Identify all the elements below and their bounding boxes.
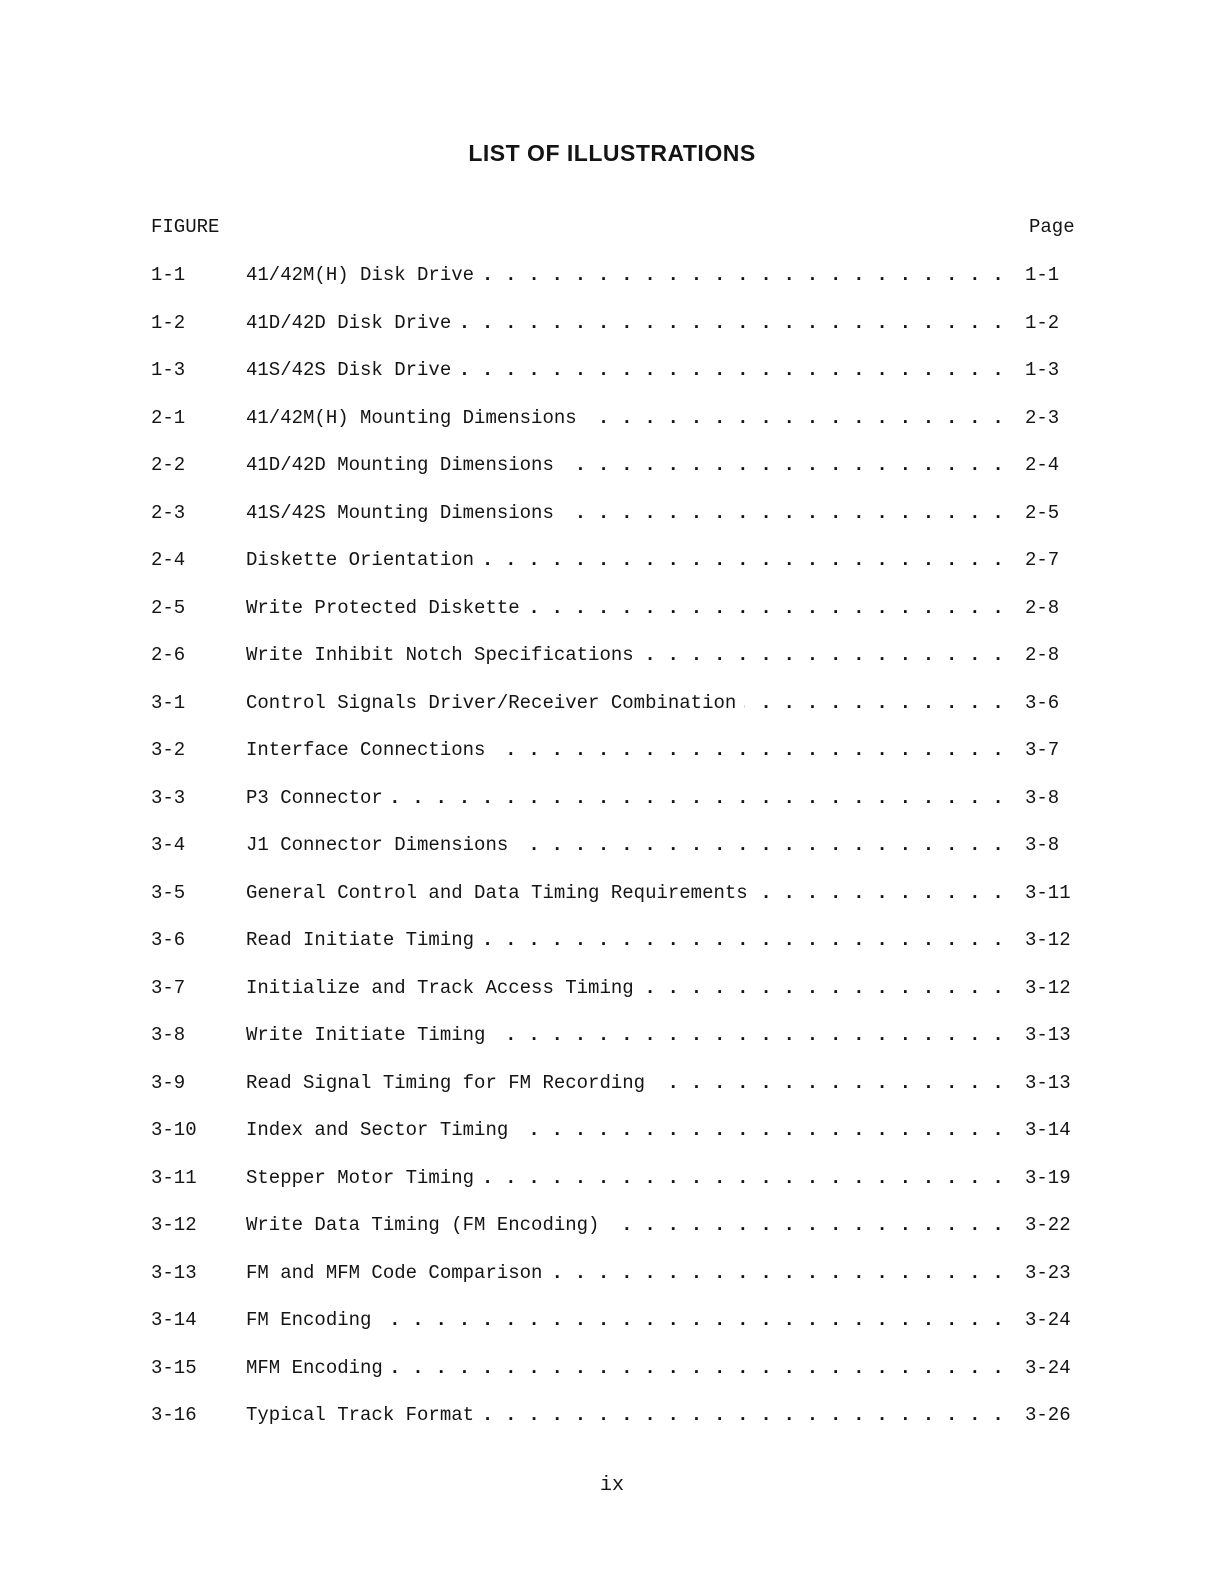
page-reference: 1-3: [1025, 359, 1060, 381]
figure-title: Stepper Motor Timing: [246, 1167, 482, 1189]
page-reference: 2-3: [1025, 406, 1060, 429]
page-reference: 2-8: [1025, 596, 1060, 619]
page-title: LIST OF ILLUSTRATIONS: [468, 140, 756, 166]
figure-title: Write Inhibit Notch Specifications: [246, 644, 642, 666]
list-item: [0, 965, 1224, 1013]
figure-title: Interface Connections: [246, 739, 493, 761]
figure-number: 3-10: [151, 1119, 197, 1141]
list-item: [0, 775, 1224, 823]
list-item: [0, 1202, 1224, 1250]
figure-title: Read Signal Timing for FM Recording: [246, 1072, 653, 1094]
page-number: ix: [599, 1474, 624, 1497]
list-item: [0, 395, 1224, 443]
figure-number: 2-4: [151, 549, 186, 571]
page-reference: 1-1: [1025, 264, 1060, 286]
figure-number: 3-16: [151, 1404, 197, 1426]
page-column-header: Page: [1029, 216, 1075, 238]
figure-title: Write Data Timing (FM Encoding): [246, 1214, 607, 1236]
figure-title: Read Initiate Timing: [246, 929, 482, 951]
page-reference: 3-11: [1025, 881, 1071, 904]
page-reference: 2-7: [1025, 549, 1060, 571]
list-item: [0, 680, 1224, 728]
page-reference: 3-8: [1025, 834, 1060, 856]
page-reference: 2-5: [1025, 501, 1060, 524]
page-reference: 3-14: [1025, 1119, 1071, 1141]
list-item: [0, 1250, 1224, 1298]
figure-number: 3-6: [151, 929, 186, 951]
list-item: [0, 1012, 1224, 1060]
figure-number: 3-15: [151, 1356, 197, 1379]
figure-number: 1-3: [151, 359, 186, 381]
list-item: [0, 1345, 1224, 1393]
list-item: [0, 632, 1224, 680]
page-reference: 1-2: [1025, 311, 1060, 334]
figure-number: 3-5: [151, 881, 186, 904]
page-reference: 3-8: [1025, 786, 1060, 809]
figure-title: 41S/42S Disk Drive: [246, 359, 459, 381]
figure-title: FM and MFM Code Comparison: [246, 1262, 550, 1284]
list-item: [0, 727, 1224, 775]
list-item: [0, 822, 1224, 870]
figure-number: 3-2: [151, 739, 186, 761]
page-reference: 3-26: [1025, 1404, 1071, 1426]
figure-number: 1-1: [151, 264, 186, 286]
page-reference: 2-8: [1025, 644, 1060, 666]
list-item: [0, 1392, 1224, 1440]
list-item: [0, 442, 1224, 490]
page-reference: 3-19: [1025, 1166, 1071, 1189]
figure-number: 2-1: [151, 406, 186, 429]
page-reference: 2-4: [1025, 454, 1060, 476]
figure-number: 3-4: [151, 834, 186, 856]
figure-number: 2-6: [151, 644, 186, 666]
figure-title: Write Initiate Timing: [246, 1024, 493, 1046]
page-reference: 3-13: [1025, 1071, 1071, 1094]
list-item: [0, 490, 1224, 538]
figure-title: Typical Track Format: [246, 1404, 482, 1426]
page-reference: 3-22: [1025, 1214, 1071, 1236]
figure-title: FM Encoding: [246, 1309, 379, 1331]
figure-number: 2-3: [151, 501, 186, 524]
page-reference: 3-12: [1025, 976, 1071, 999]
list-item: [0, 252, 1224, 300]
figure-title: Control Signals Driver/Receiver Combination: [246, 692, 744, 714]
list-item: [0, 1155, 1224, 1203]
list-item: [0, 917, 1224, 965]
figure-title: General Control and Data Timing Requirements: [246, 882, 756, 904]
figure-number: 3-1: [151, 691, 186, 714]
figure-number: 3-8: [151, 1024, 186, 1046]
list-item: [0, 300, 1224, 348]
list-item: [0, 347, 1224, 395]
figure-number: 3-7: [151, 976, 186, 999]
figure-title: MFM Encoding: [246, 1357, 391, 1379]
figure-title: P3 Connector: [246, 787, 391, 809]
figure-title: 41S/42S Mounting Dimensions: [246, 502, 562, 524]
figure-title: Initialize and Track Access Timing: [246, 977, 642, 999]
figure-number: 3-13: [151, 1261, 197, 1284]
list-item: [0, 870, 1224, 918]
list-item: [0, 537, 1224, 585]
figure-number: 3-12: [151, 1214, 197, 1236]
page-reference: 3-24: [1025, 1309, 1071, 1331]
figure-title: 41/42M(H) Mounting Dimensions: [246, 407, 585, 429]
list-item: [0, 1107, 1224, 1155]
figure-number: 2-5: [151, 596, 186, 619]
figure-number: 3-9: [151, 1071, 186, 1094]
figure-title: 41D/42D Disk Drive: [246, 312, 459, 334]
figure-number: 3-11: [151, 1166, 197, 1189]
figure-title: J1 Connector Dimensions: [246, 834, 516, 856]
page-reference: 3-24: [1025, 1356, 1071, 1379]
list-item: [0, 1297, 1224, 1345]
figure-title: Index and Sector Timing: [246, 1119, 516, 1141]
figure-title: Diskette Orientation: [246, 549, 482, 571]
page-reference: 3-13: [1025, 1024, 1071, 1046]
page-reference: 3-12: [1025, 929, 1071, 951]
list-item: [0, 585, 1224, 633]
figure-number: 2-2: [151, 454, 186, 476]
figure-number: 3-14: [151, 1309, 197, 1331]
figure-title: 41/42M(H) Disk Drive: [246, 264, 482, 286]
page-reference: 3-7: [1025, 739, 1060, 761]
figure-column-header: FIGURE: [151, 216, 220, 238]
page-reference: 3-23: [1025, 1261, 1071, 1284]
figure-number: 3-3: [151, 786, 186, 809]
illustrations-list: [0, 252, 1224, 1440]
list-item: [0, 1060, 1224, 1108]
figure-number: 1-2: [151, 311, 186, 334]
figure-title: 41D/42D Mounting Dimensions: [246, 454, 562, 476]
figure-title: Write Protected Diskette: [246, 597, 528, 619]
page-reference: 3-6: [1025, 691, 1060, 714]
